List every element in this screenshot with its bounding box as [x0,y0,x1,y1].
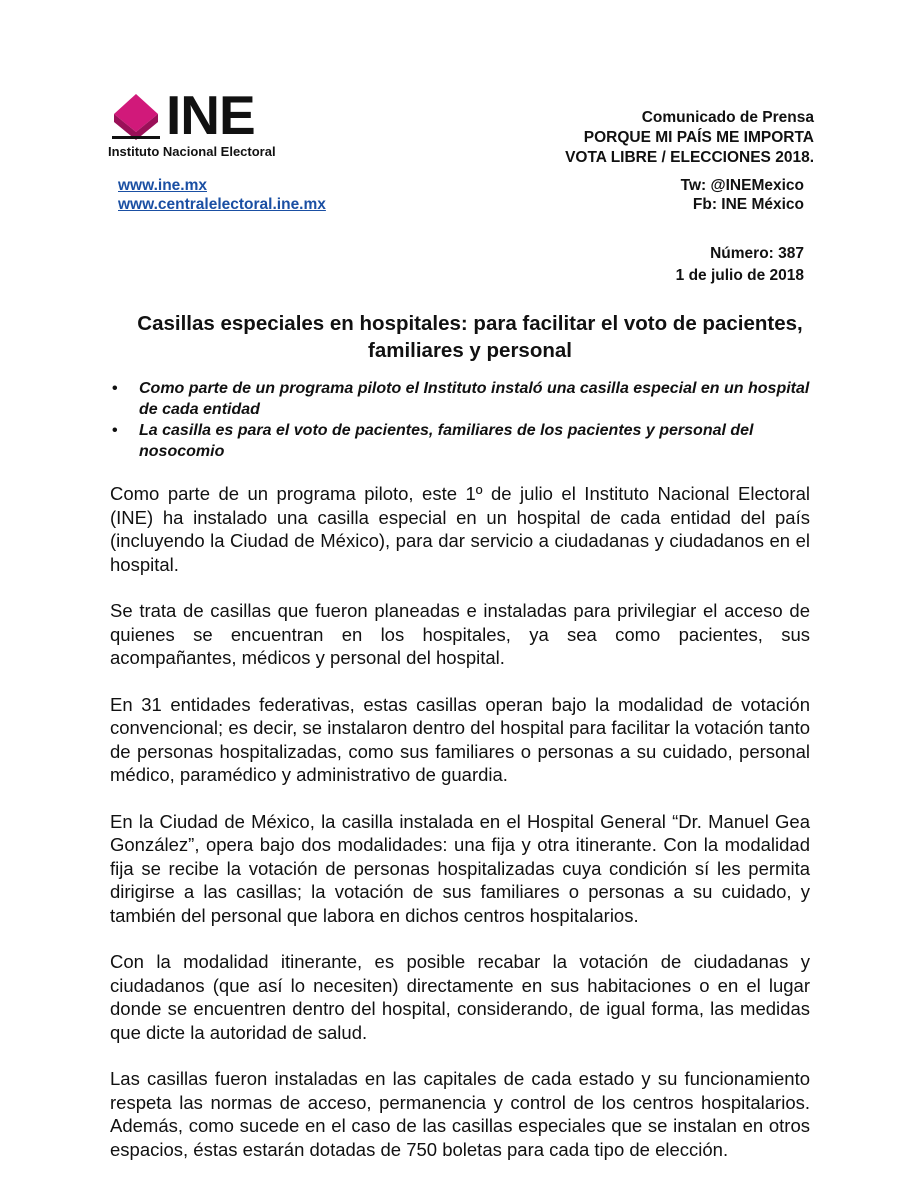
release-date: 1 de julio de 2018 [675,267,804,284]
website-links [118,176,326,214]
twitter-handle: Tw: @INEMexico [680,177,804,194]
summary-bullets [108,378,820,462]
ine-logo [108,84,288,162]
bullet-text: La casilla es para el voto de pacientes, familiares de los pacientes y personal del nosocomio [139,422,754,460]
paragraph: Como parte de un programa piloto, este 1º de julio el Instituto Nacional Electoral (INE) ha instalado una casilla especial en un hospital de cada entidad del país (incluyendo la Ciudad de México), para dar servicio a ciudadanas y ciudadanos en el hospital. [110,483,810,575]
paragraph: En la Ciudad de México, la casilla instalada en el Hospital General “Dr. Manuel Gea González”, opera bajo dos modalidades: una fija y otra itinerante. Con la modalidad fija se recibe la votación de personas hospitalizadas cuya condición sí les permita dirigirse a las casillas; la votación de sus familiares o personas a su cuidado, y también del personal que labora en dichos centros hospitalarios. [110,810,810,926]
link-ine[interactable]: www.ine.mx [118,177,208,194]
release-meta [676,243,804,287]
election-line: VOTA LIBRE / ELECCIONES 2018. [565,149,814,166]
campaign-slogan: PORQUE MI PAÍS ME IMPORTA [583,129,814,146]
release-number: Número: 387 [710,245,804,262]
social-accounts [681,176,804,214]
bullet-icon: • [112,422,118,439]
logo-subtitle: Instituto Nacional Electoral [108,144,276,159]
paragraph: Se trata de casillas que fueron planeadas e instaladas para privilegiar el acceso de quienes se encuentran en los hospitales, ya sea como pacientes, sus acompañantes, médicos y personal del hospital. [110,600,810,668]
article-body [110,482,810,1184]
press-type: Comunicado de Prensa [641,109,814,126]
bullet-icon: • [112,380,118,397]
paragraph: Las casillas fueron instaladas en las capitales de cada estado y su funcionamiento respeta las normas de acceso, permanencia y control de los centros hospitalarios. Además, como sucede en el caso de las casillas especiales que se instalan en otros espacios, éstas estarán dotadas de 750 boletas para cada tipo de elección. [110,1068,810,1160]
page-title: Casillas especiales en hospitales: para facilitar el voto de pacientes, familiares y personal [137,312,803,362]
ine-logo-icon [108,92,164,144]
paragraph: Con la modalidad itinerante, es posible recabar la votación de ciudadanas y ciudadanos (que así lo necesiten) directamente en sus habitaciones o en el lugar donde se encuentren dentro del hospital, considerando, de igual forma, las medidas que dicte la autoridad de salud. [110,951,810,1043]
bullet-item [108,378,820,420]
bullet-item [108,420,820,462]
facebook-handle: Fb: INE México [692,196,804,213]
logo-wordmark: INE [166,84,255,146]
press-header [565,108,814,168]
bullet-text: Como parte de un programa piloto el Instituto instaló una casilla especial en un hospital de cada entidad [139,380,810,418]
paragraph: En 31 entidades federativas, estas casillas operan bajo la modalidad de votación convencional; es decir, se instalaron dentro del hospital para facilitar la votación tanto de personas hospitalizadas, como sus familiares o personas a su cuidado, personal médico, paramédico y administrativo de guardia. [110,693,810,785]
link-centralelectoral[interactable]: www.centralelectoral.ine.mx [118,196,326,213]
